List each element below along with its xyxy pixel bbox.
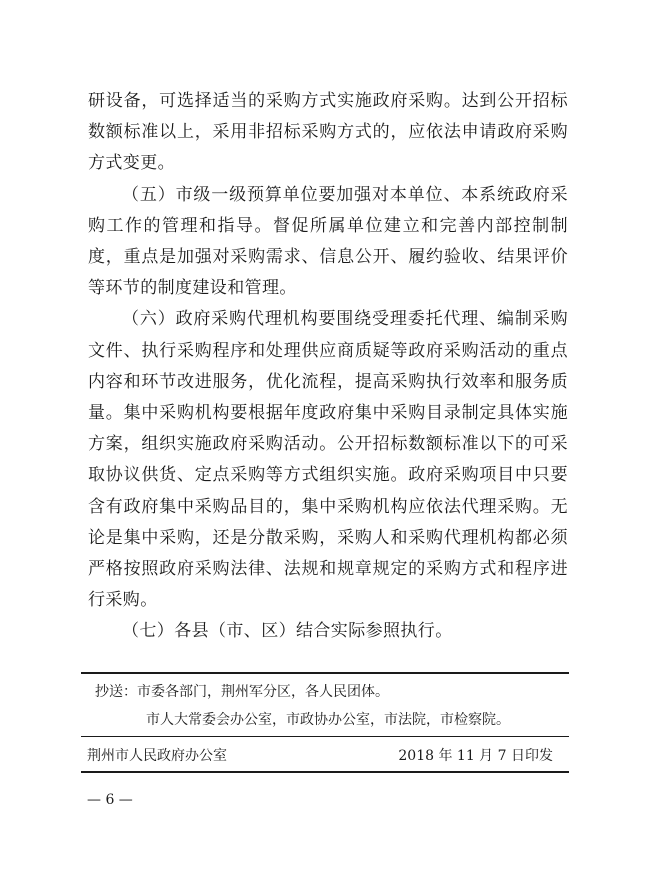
- footer-middle-rule: [81, 736, 569, 737]
- issuing-office: 荆州市人民政府办公室: [87, 748, 227, 764]
- footer-top-rule: [81, 672, 569, 674]
- cc-line-1: 抄送：市委各部门，荆州军分区，各人民团体。: [95, 684, 389, 700]
- cc-line-2: 市人大常委会办公室，市政协办公室，市法院，市检察院。: [146, 712, 510, 728]
- paragraph-item-7: （七）各县（市、区）结合实际参照执行。: [122, 621, 453, 642]
- paragraph-item-6: （六）政府采购代理机构要围绕受理委托代理、编制采购文件、执行采购程序和处理供应商质疑等政府采购活动的重点内容和环节改进服务，优化流程，提高采购执行效率和服务质量。集中采购机构要根据年度政府集中采购目录制定具体实施方案，组织实施政府采购活动。公开招标数额标准以下的可采取协议供货、定点采购等方式组织实施。政府采购项目中只要含有政府集中采购品目的，集中采购机构应依法代理采购。无论是集中采购，还是分散采购，采购人和采购代理机构都必须严格按照政府采购法律、法规和规章规定的采购方式和程序进行采购。: [88, 309, 568, 611]
- body-text: [88, 86, 568, 648]
- issue-date: 2018 年 11 月 7 日印发: [398, 748, 553, 764]
- page-number: — 6 —: [87, 792, 133, 808]
- paragraph-continuation: 研设备，可选择适当的采购方式实施政府采购。达到公开招标数额标准以上，采用非招标采购方式的，应依法申请政府采购方式变更。: [88, 91, 568, 174]
- paragraph-item-5: （五）市级一级预算单位要加强对本单位、本系统政府采购工作的管理和指导。督促所属单位建立和完善内部控制制度，重点是加强对采购需求、信息公开、履约验收、结果评价等环节的制度建设和管理。: [88, 184, 568, 299]
- footer-bottom-rule: [81, 771, 569, 773]
